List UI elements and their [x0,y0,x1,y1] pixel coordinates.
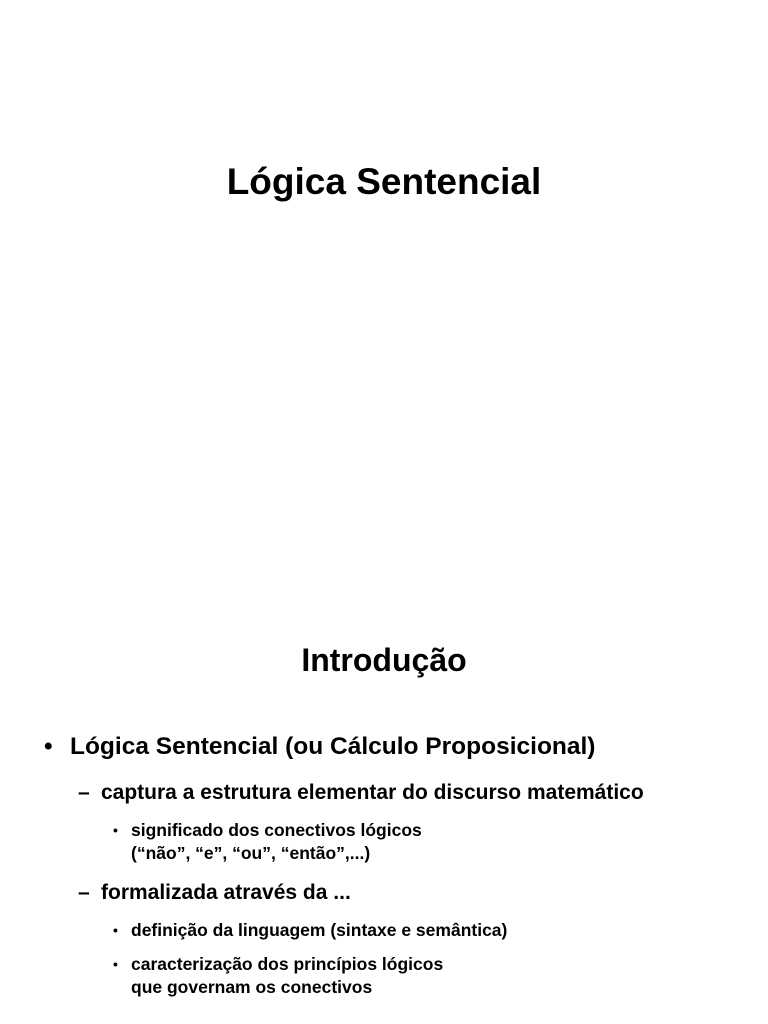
dash-marker: – [78,881,90,904]
text-line: significado dos conectivos lógicos [131,820,422,840]
slide-heading: Introdução [301,642,467,678]
bullet-marker: • [44,733,53,760]
content-slide [0,600,768,1024]
text-line: definição da linguagem (sintaxe e semântica) [131,920,508,940]
text-line: (“não”, “e”, “ou”, “então”,...) [131,843,371,863]
sub-sub-bullet-text [131,953,443,999]
sub-bullet-text: captura a estrutura elementar do discurso matemático [101,781,644,804]
dash-marker: – [78,781,90,804]
bullet-marker: • [113,822,118,838]
bullet-text: Lógica Sentencial (ou Cálculo Proposicional) [70,733,596,760]
sub-sub-bullet-text [131,919,507,942]
text-line: que governam os conectivos [131,977,373,997]
bullet-marker: • [113,956,118,972]
text-line: caracterização dos princípios lógicos [131,954,444,974]
bullet-marker: • [113,922,118,938]
slide-title: Lógica Sentencial [226,161,542,202]
sub-sub-bullet-text [131,819,422,865]
sub-bullet-text: formalizada através da ... [101,881,351,904]
